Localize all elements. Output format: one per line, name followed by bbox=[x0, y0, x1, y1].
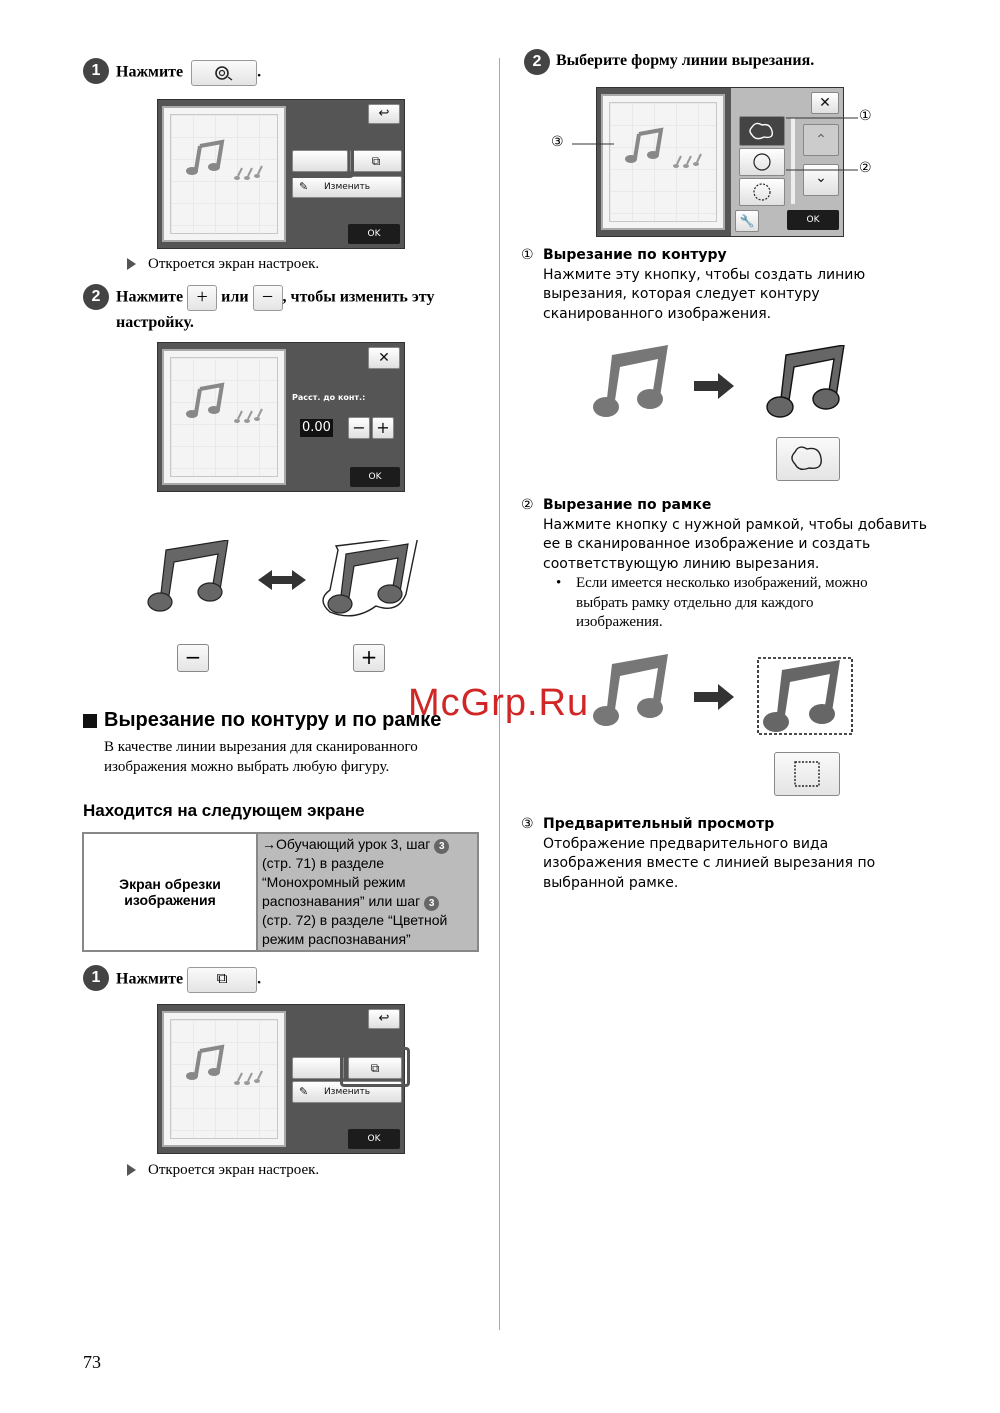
step-label: Нажмите bbox=[116, 970, 184, 988]
subheading: Находится на следующем экране bbox=[83, 801, 365, 820]
step-title: Выберите форму линии вырезания. bbox=[556, 52, 815, 69]
result-text: Откроется экран настроек. bbox=[148, 1162, 320, 1178]
screen-image-2 bbox=[157, 342, 405, 492]
text-line: выбрать рамку отдельно для каждого bbox=[576, 594, 814, 611]
plus-icon: + bbox=[187, 285, 217, 311]
text-line: соответствующую линию вырезания. bbox=[543, 555, 820, 572]
section-title: Вырезание по контуру и по рамке bbox=[104, 709, 442, 731]
result-text: Откроется экран настроек. bbox=[148, 256, 320, 272]
text-line bbox=[262, 892, 473, 911]
item-title: Предварительный просмотр bbox=[543, 816, 775, 832]
cutting-mat-preview bbox=[162, 1011, 286, 1147]
screen-image-3 bbox=[157, 1004, 405, 1154]
result-arrow-icon bbox=[127, 1164, 136, 1176]
distance-label: Расст. до конт.: bbox=[292, 393, 366, 402]
result-arrow-icon bbox=[127, 258, 136, 270]
item-title: Вырезание по рамке bbox=[543, 497, 712, 513]
bullet-note bbox=[556, 574, 936, 633]
minus-icon: − bbox=[253, 285, 283, 311]
ref-text: распознавания” или шаг bbox=[262, 893, 421, 909]
text-line: выбранной рамке. bbox=[543, 874, 679, 891]
step-ref-icon: 3 bbox=[424, 896, 439, 911]
item-preview bbox=[521, 815, 941, 893]
step-number: 1 bbox=[83, 58, 109, 84]
text-line: Нажмите кнопку с нужной рамкой, чтобы добавить bbox=[543, 516, 927, 533]
item-number: ② bbox=[521, 497, 534, 513]
step-number: 2 bbox=[524, 49, 550, 75]
step-instruction bbox=[116, 967, 261, 993]
table-cell-reference bbox=[257, 833, 478, 951]
text-line: сканированного изображения. bbox=[543, 305, 772, 322]
edit-label: Изменить bbox=[323, 182, 371, 192]
pencil-icon: ✎ bbox=[299, 180, 309, 193]
distance-value: 0.00 bbox=[302, 420, 331, 435]
step-text: или bbox=[221, 288, 249, 306]
outline-shape-icon bbox=[776, 437, 840, 481]
close-button[interactable]: ✕ bbox=[811, 92, 839, 114]
step-ref-icon: 3 bbox=[434, 839, 449, 854]
watermark: McGrp.Ru bbox=[408, 682, 590, 724]
edit-button[interactable] bbox=[292, 176, 402, 198]
item-number: ① bbox=[521, 247, 534, 263]
highlight-frame bbox=[286, 140, 354, 178]
ok-button[interactable]: OK bbox=[348, 1129, 400, 1149]
text-line: ее в сканированное изображение и создать bbox=[543, 536, 871, 552]
step-text: Нажмите bbox=[116, 288, 184, 306]
back-button[interactable]: ↩ bbox=[368, 104, 400, 124]
item-outline-cut bbox=[521, 246, 941, 324]
text-line: Экран обрезки bbox=[119, 876, 221, 892]
minus-icon: − bbox=[177, 644, 209, 672]
ok-button[interactable]: OK bbox=[350, 467, 400, 487]
item-title: Вырезание по контуру bbox=[543, 247, 727, 263]
music-note-icon bbox=[186, 1043, 266, 1093]
back-button[interactable]: ↩ bbox=[368, 1009, 400, 1029]
text-line: В качестве линии вырезания для сканированного bbox=[104, 739, 418, 755]
text-line: “Монохромный режим bbox=[262, 874, 406, 890]
minus-button[interactable]: − bbox=[348, 417, 370, 439]
scroll-up-button[interactable]: ⌃ bbox=[803, 124, 839, 156]
outline-cut-button[interactable] bbox=[292, 1057, 344, 1079]
text-line bbox=[262, 835, 473, 854]
frame-cut-button[interactable]: ⧉ bbox=[350, 150, 402, 172]
outline-cut-illustration bbox=[586, 345, 856, 425]
bullet-icon: • bbox=[556, 575, 562, 591]
step-text: настройку. bbox=[116, 314, 194, 331]
text-line: изображения bbox=[124, 892, 216, 908]
music-note-icon bbox=[186, 138, 266, 188]
text-line: изображения вместе с линией вырезания по bbox=[543, 855, 876, 871]
period: . bbox=[257, 970, 262, 988]
close-button[interactable]: ✕ bbox=[368, 347, 400, 369]
cutting-mat-preview bbox=[162, 106, 286, 242]
text-line: Нажмите эту кнопку, чтобы создать линию bbox=[543, 266, 866, 283]
cutting-mat-preview bbox=[162, 349, 286, 485]
ok-button[interactable]: OK bbox=[787, 210, 839, 230]
step-instruction bbox=[116, 285, 476, 335]
text-line: (стр. 71) в разделе bbox=[262, 855, 385, 871]
scroll-down-button[interactable]: ⌄ bbox=[803, 164, 839, 196]
callout-2: ② bbox=[859, 160, 872, 176]
text-line: Отображение предварительного вида bbox=[543, 835, 829, 852]
location-table bbox=[82, 832, 479, 952]
ref-text: →Обучающий урок 3, шаг bbox=[262, 836, 431, 852]
scan-outline-icon bbox=[191, 60, 257, 86]
callout-3: ③ bbox=[551, 134, 564, 150]
pencil-icon: ✎ bbox=[299, 1085, 309, 1098]
table-cell-screen bbox=[83, 833, 257, 951]
text-line: вырезания, которая следует контуру bbox=[543, 286, 820, 302]
text-line: изображения. bbox=[576, 614, 663, 630]
highlight-frame bbox=[340, 1047, 410, 1087]
text-line: (стр. 72) в разделе “Цветной bbox=[262, 912, 448, 928]
item-number: ③ bbox=[521, 816, 534, 832]
section-bullet-icon bbox=[83, 714, 97, 728]
frame-icon: ⧉ bbox=[187, 967, 257, 993]
ok-button[interactable]: OK bbox=[348, 224, 400, 244]
text-line: Если имеется несколько изображений, можно bbox=[576, 575, 868, 591]
step-text: , чтобы изменить эту bbox=[282, 288, 435, 306]
highlight-frame bbox=[342, 409, 398, 445]
square-frame-icon bbox=[774, 752, 840, 796]
section-text bbox=[104, 738, 418, 777]
frame-cut-illustration bbox=[586, 652, 858, 738]
screen-image-1 bbox=[157, 99, 405, 249]
period: . bbox=[257, 63, 262, 81]
step-label: Нажмите bbox=[116, 63, 184, 81]
callout-1: ① bbox=[859, 108, 872, 124]
edit-label: Изменить bbox=[323, 1087, 371, 1097]
callout-lines bbox=[540, 108, 880, 188]
text-line: изображения можно выбрать любую фигуру. bbox=[104, 758, 390, 775]
step-number: 2 bbox=[83, 284, 109, 310]
music-note-icon bbox=[186, 381, 266, 431]
plus-icon: + bbox=[353, 644, 385, 672]
settings-button[interactable]: 🔧 bbox=[735, 210, 759, 232]
offset-illustration bbox=[140, 540, 420, 620]
step-instruction bbox=[116, 60, 261, 86]
plus-button[interactable]: + bbox=[372, 417, 394, 439]
text-line: режим распознавания” bbox=[262, 931, 411, 947]
step-number: 1 bbox=[83, 965, 109, 991]
frame-cut-button[interactable]: ⧉ bbox=[348, 1057, 402, 1079]
page-number: 73 bbox=[83, 1352, 101, 1372]
item-frame-cut bbox=[521, 496, 941, 574]
